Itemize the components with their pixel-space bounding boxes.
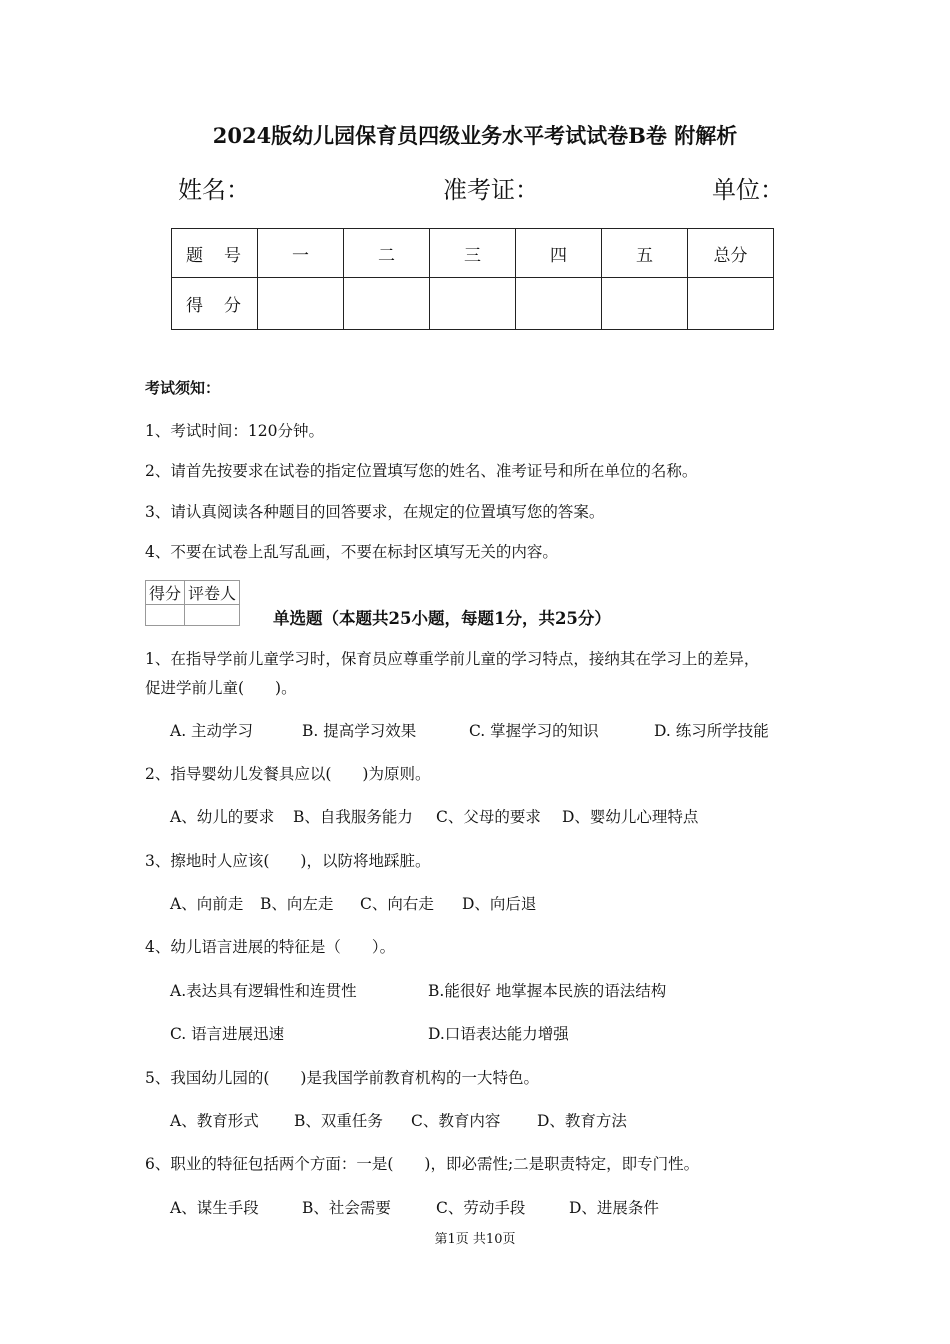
grader-name-cell[interactable] [185,605,240,626]
question-option[interactable]: A、教育形式 [170,1112,259,1130]
question-option[interactable]: B、向左走 [260,895,334,913]
question-text: 2、指导婴幼儿发餐具应以( )为原则。 [145,765,431,783]
score-table-cell: 三 [430,229,516,278]
question-option[interactable]: D.口语表达能力增强 [428,1025,569,1043]
unit-field-label: 单位： [712,176,784,204]
notice-item: 2、请首先按要求在试卷的指定位置填写您的姓名、准考证号和所在单位的名称。 [145,462,698,480]
notice-item: 3、请认真阅读各种题目的回答要求，在规定的位置填写您的答案。 [145,503,605,521]
question-option[interactable]: C、向右走 [360,895,434,913]
score-input-cell[interactable] [258,278,344,330]
question-option[interactable]: B.能很好 地掌握本民族的语法结构 [428,982,667,1000]
question-option[interactable]: B、双重任务 [294,1112,383,1130]
question-option[interactable]: B、自我服务能力 [293,808,413,826]
score-input-cell[interactable] [516,278,602,330]
question-text: 促进学前儿童( )。 [145,679,297,697]
score-table-cell: 四 [516,229,602,278]
question-option[interactable]: A. 主动学习 [170,722,254,740]
grader-score-label: 得分 [146,581,185,605]
question-option[interactable]: A、幼儿的要求 [170,808,275,826]
exam-id-field-label: 准考证： [443,176,539,204]
question-option[interactable]: B. 提高学习效果 [302,722,417,740]
score-table-cell: 五 [602,229,688,278]
question-option[interactable]: D、教育方法 [537,1112,627,1130]
score-input-cell[interactable] [688,278,774,330]
question-option[interactable]: A、谋生手段 [170,1199,259,1217]
grader-score-cell[interactable] [146,605,185,626]
notice-item: 1、考试时间：120分钟。 [145,422,324,440]
question-option[interactable]: A.表达具有逻辑性和连贯性 [170,982,357,1000]
page-footer: 第1页 共10页 [434,1232,516,1247]
question-text: 3、擦地时人应该( )，以防将地踩脏。 [145,852,431,870]
score-input-cell[interactable] [430,278,516,330]
score-table-cell: 题 号 [172,229,258,278]
score-table [171,228,774,330]
question-text: 5、我国幼儿园的( )是我国学前教育机构的一大特色。 [145,1069,539,1087]
question-text: 4、幼儿语言进展的特征是（ ）。 [145,938,396,956]
notice-item: 4、不要在试卷上乱写乱画，不要在标封区填写无关的内容。 [145,543,558,561]
question-option[interactable]: D、进展条件 [569,1199,659,1217]
question-option[interactable]: A、向前走 [170,895,244,913]
name-field-label: 姓名： [178,176,250,204]
score-input-cell[interactable] [344,278,430,330]
question-option[interactable]: D、婴幼儿心理特点 [562,808,699,826]
score-table-header-row [172,229,774,278]
score-input-cell[interactable] [602,278,688,330]
question-option[interactable]: B、社会需要 [302,1199,391,1217]
question-option[interactable]: D. 练习所学技能 [654,722,769,740]
exam-title: 2024版幼儿园保育员四级业务水平考试试卷B卷 附解析 [212,123,738,148]
score-table-cell: 得 分 [172,278,258,330]
question-text: 6、职业的特征包括两个方面：一是( )，即必需性;二是职责特定，即专门性。 [145,1155,700,1173]
question-option[interactable]: C、教育内容 [411,1112,501,1130]
question-option[interactable]: C. 掌握学习的知识 [469,722,599,740]
score-table-cell: 一 [258,229,344,278]
score-table-score-row [172,278,774,330]
score-table-cell: 总分 [688,229,774,278]
question-option[interactable]: C. 语言进展迅速 [170,1025,285,1043]
grader-box [145,580,240,626]
question-text: 1、在指导学前儿童学习时，保育员应尊重学前儿童的学习特点，接纳其在学习上的差异， [145,650,760,668]
score-table-cell: 二 [344,229,430,278]
notice-title: 考试须知： [145,379,221,397]
grader-name-label: 评卷人 [185,581,240,605]
question-option[interactable]: C、父母的要求 [436,808,541,826]
question-option[interactable]: C、劳动手段 [436,1199,526,1217]
question-option[interactable]: D、向后退 [462,895,537,913]
section-title: 单选题（本题共25小题，每题1分，共25分） [273,609,611,628]
